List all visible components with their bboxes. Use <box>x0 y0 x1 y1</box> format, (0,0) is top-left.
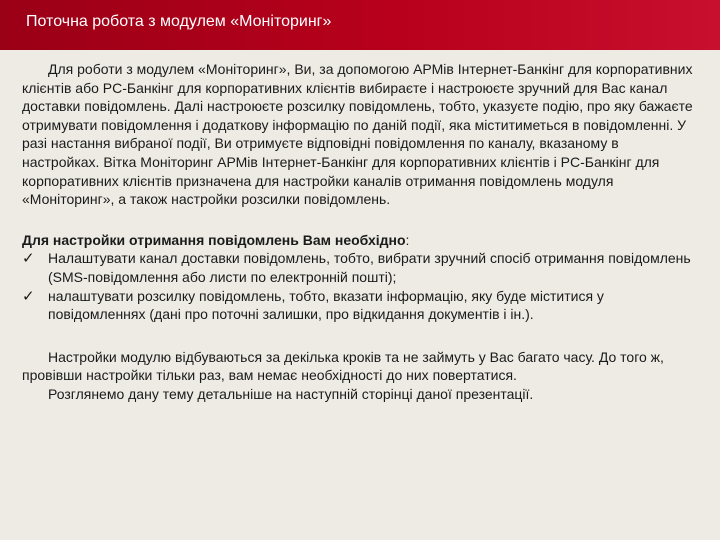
requirements-heading-colon: : <box>405 231 410 248</box>
requirements-list <box>22 249 694 323</box>
next-page-note: Розглянемо дану тему детальніше на наступній сторінці даної презентації. <box>48 385 534 402</box>
checkmark-icon: ✓ <box>22 249 35 268</box>
slide-content <box>22 60 694 404</box>
list-item <box>22 249 694 286</box>
intro-paragraph: Для роботи з модулем «Моніторинг», Ви, за допомогою АРМів Інтернет-Банкінг для корпоративних клієнтів або PC-Банкінг для корпоративних клієнтів вибираєте і настроюєте зручний для Вас канал доставки повідомлень. Далі настроюєте розсилку повідомлень, тобто, указуєте подію, про яку бажаєте отримувати повідомлення і додаткову інформацію по даній події, яка міститиметься в повідомленні. У разі настання вибраної події, Ви отримуєте відповідні повідомлення по каналу, вказаному в настройках. Вітка Моніторинг АРМів Інтернет-Банкінг для корпоративних клієнтів і PC-Банкінг для корпоративних клієнтів призначена для настройки каналів отримання повідомлень модуля «Моніторинг», а також настройки розсилки повідомлень. <box>22 61 693 208</box>
list-item-text: Налаштувати канал доставки повідомлень, тобто, вибрати зручний спосіб отримання повідомлень (SMS-повідомлення або листи по електронній пошті); <box>48 250 691 285</box>
closing-paragraph: Настройки модулю відбуваються за декілька кроків та не займуть у Вас багато часу. До того ж, провівши настройки тільки раз, вам немає необхідності до них повертатися. <box>22 348 664 384</box>
requirements-heading <box>22 231 694 250</box>
title-bar <box>0 0 720 50</box>
requirements-heading-text: Для настройки отримання повідомлень Вам необхідно <box>22 231 406 248</box>
list-item <box>22 287 694 324</box>
checkmark-icon: ✓ <box>22 286 35 305</box>
slide-title: Поточна робота з модулем «Моніторинг» <box>26 13 332 30</box>
list-item-text: налаштувати розсилку повідомлень, тобто, вказати інформацію, яку буде міститися у повідомленнях (дані про поточні залишки, про відкидання документів і ін.). <box>48 287 604 323</box>
